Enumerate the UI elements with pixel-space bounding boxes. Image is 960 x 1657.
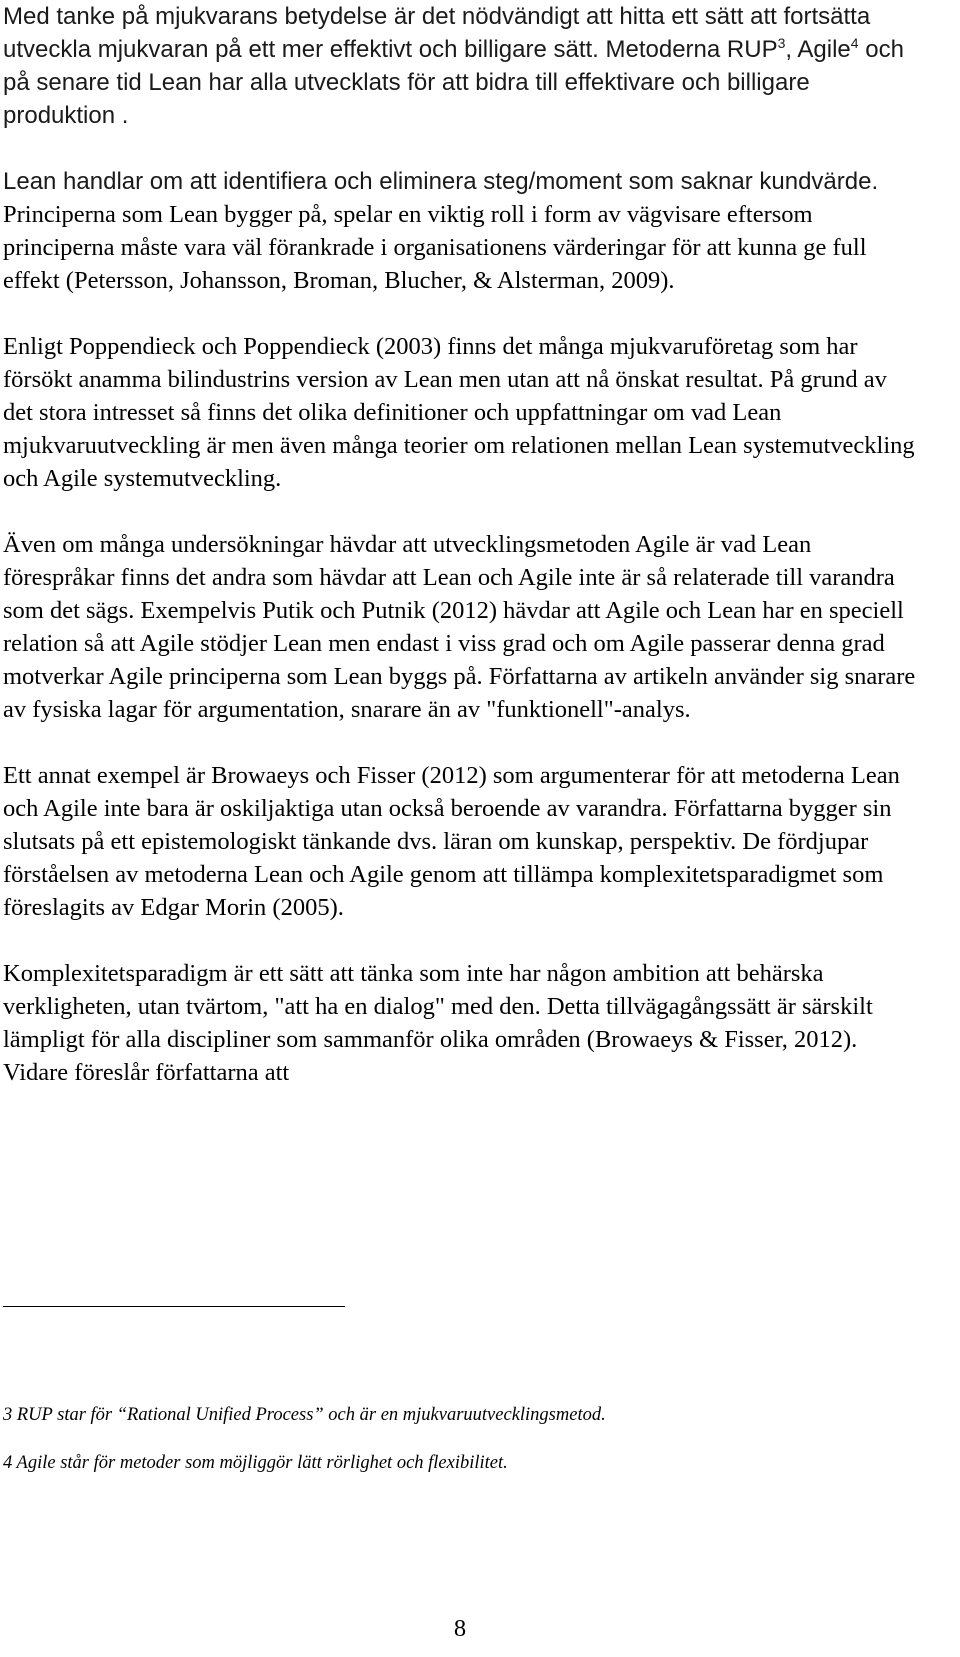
paragraph-2-text-a: Lean handlar om att identifiera och eliminera steg/moment som saknar kundvärde. [3,168,879,195]
body-text [3,0,918,1122]
paragraph-1-text-b: , Agile [785,36,851,63]
paragraph-2-text-b: Principerna som Lean bygger på, spelar en viktig roll i form av vägvisare eftersom principerna måste vara väl förankrade i organisationens värderingar för att kunna ge full effekt (Petersson, Johansson, Broman, Blucher, & Alsterman, 2009). [3,201,867,294]
paragraph-1 [3,0,918,132]
footnote-ref-3: 3 [777,35,786,51]
paragraph-5: Ett annat exempel är Browaeys och Fisser (2012) som argumenterar för att metoderna Lean och Agile inte bara är oskiljaktiga utan också beroende av varandra. Författarna bygger sin slutsats på ett epistemologiskt tänkande dvs. läran om kunskap, perspektiv. De fördjupar förståelsen av metoderna Lean och Agile genom att tillämpa komplexitetsparadigmet som föreslagits av Edgar Morin (2005). [3,762,900,921]
footnote-ref-4: 4 [850,35,859,51]
footnote-4: 4 Agile står för metoder som möjliggör lätt rörlighet och flexibilitet. [3,1453,508,1473]
paragraph-4: Även om många undersökningar hävdar att utvecklingsmetoden Agile är vad Lean förespråkar finns det andra som hävdar att Lean och Agile inte är så relaterade till varandra som det sägs. Exempelvis Putik och Putnik (2012) hävdar att Agile och Lean har en speciell relation så att Agile stödjer Lean men endast i viss grad och om Agile passerar denna grad motverkar Agile principerna som Lean byggs på. Författarna av artikeln använder sig snarare av fysiska lagar för argumentation, snarare än av "funktionell"-analys. [3,531,916,723]
footnote-3: 3 RUP star för “Rational Unified Process” och är en mjukvaruutvecklingsmetod. [3,1405,606,1425]
paragraph-1-text-a: Med tanke på mjukvarans betydelse är det nödvändigt att hitta ett sätt att fortsätta utveckla mjukvaran på ett mer effektivt och billigare sätt. Metoderna RUP [3,3,871,63]
page-number: 8 [453,1615,467,1642]
footnote-separator [3,1306,345,1307]
paragraph-1-text-c: och på senare tid Lean har alla utvecklats för att bidra till effektivare och billigare produktion . [3,36,904,129]
paragraph-3: Enligt Poppendieck och Poppendieck (2003) finns det många mjukvaruföretag som har försökt anamma bilindustrins version av Lean men utan att nå önskat resultat. På grund av det stora intresset så finns det olika definitioner och uppfattningar om vad Lean mjukvaruutveckling är men även många teorier om relationen mellan Lean systemutveckling och Agile systemutveckling. [3,333,915,492]
paragraph-2 [3,165,918,297]
paragraph-6: Komplexitetsparadigm är ett sätt att tänka som inte har någon ambition att behärska verkligheten, utan tvärtom, "att ha en dialog" med den. Detta tillvägagångssätt är särskilt lämpligt för alla discipliner som sammanför olika områden (Browaeys & Fisser, 2012). Vidare föreslår författarna att [3,960,873,1086]
